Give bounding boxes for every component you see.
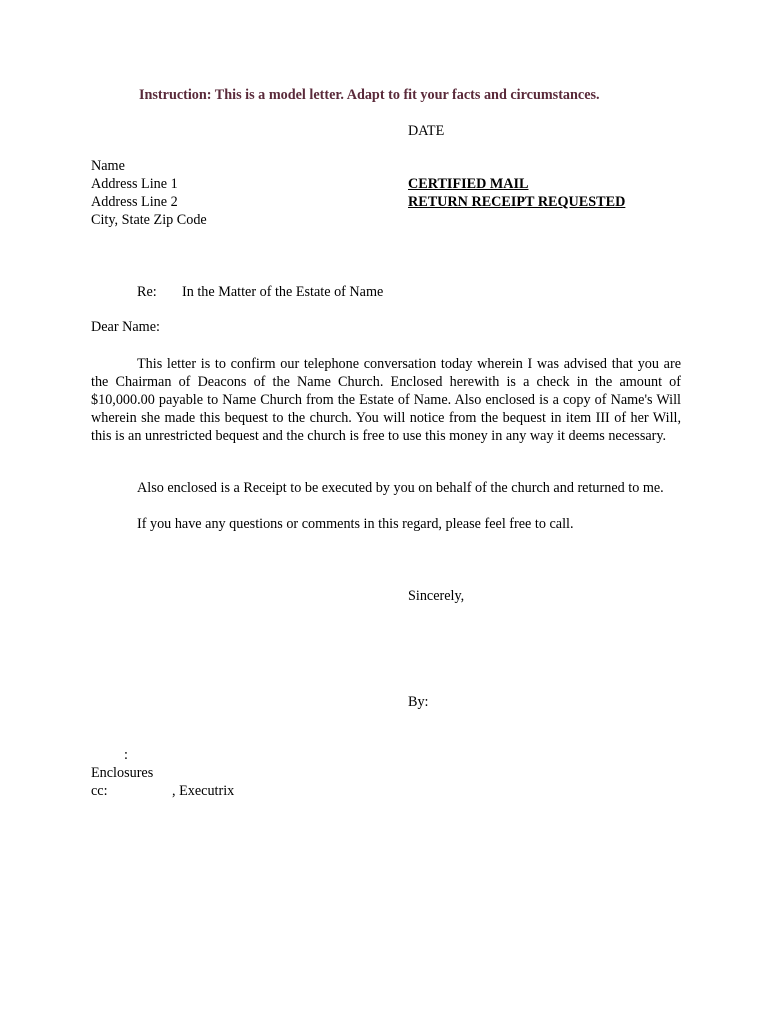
reference-text: In the Matter of the Estate of Name [182, 284, 384, 300]
cc-label: cc: [91, 783, 108, 799]
recipient-city-state-zip: City, State Zip Code [91, 212, 207, 228]
recipient-name: Name [91, 158, 125, 174]
initials-colon: : [124, 747, 128, 763]
recipient-address-block [91, 157, 207, 229]
recipient-address-line-1: Address Line 1 [91, 176, 178, 192]
cc-recipient: , Executrix [172, 783, 235, 799]
reference-label: Re: [137, 284, 157, 300]
body-paragraph-1: This letter is to confirm our telephone conversation today wherein I was advised that you are the Chairman of Deacons of the Name Church. Enclosed herewith is a check in the amount of $10,000.00 payable to Name Church from the Estate of Name. Also enclosed is a copy of Name's Will wherein she made this bequest to the church. You will notice from the bequest in item III of her Will, this is an unrestricted bequest and the church is free to use this money in any way it deems necessary. [91, 356, 681, 444]
return-receipt-label: RETURN RECEIPT REQUESTED [408, 194, 626, 210]
letter-date: DATE [408, 123, 445, 139]
enclosures-label: Enclosures [91, 765, 154, 781]
body-paragraph-2: Also enclosed is a Receipt to be executed by you on behalf of the church and returned to me. [137, 480, 664, 496]
salutation: Dear Name: [91, 319, 160, 335]
certified-mail-label: CERTIFIED MAIL [408, 176, 529, 192]
signature-by: By: [408, 694, 429, 710]
mail-notice [408, 175, 625, 211]
instruction-note: Instruction: This is a model letter. Adapt to fit your facts and circumstances. [139, 87, 600, 103]
closing: Sincerely, [408, 588, 465, 604]
body-paragraph-3: If you have any questions or comments in this regard, please feel free to call. [137, 516, 574, 532]
recipient-address-line-2: Address Line 2 [91, 194, 178, 210]
